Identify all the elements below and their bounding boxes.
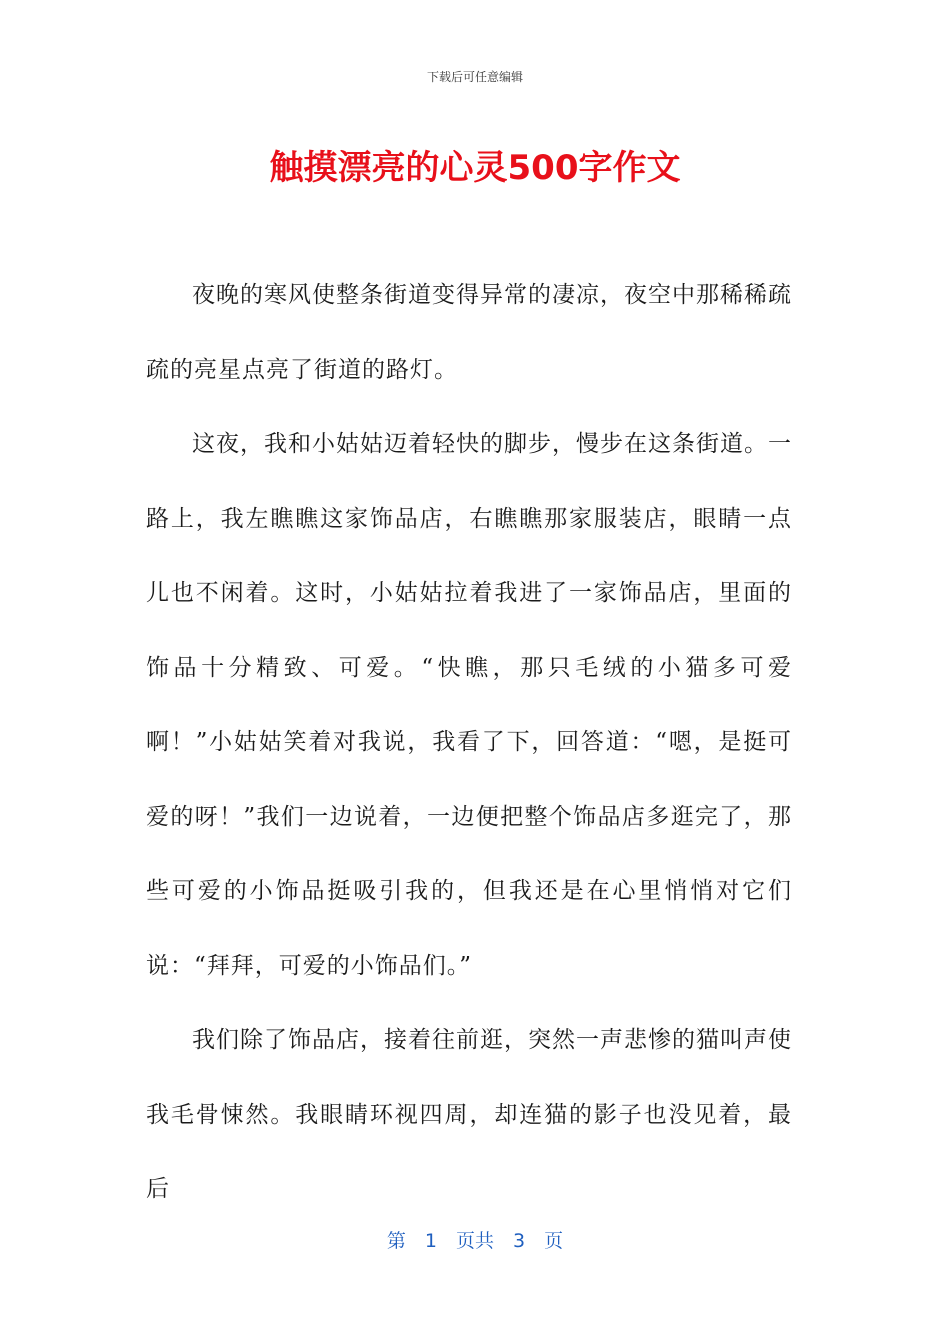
document-title: 触摸漂亮的心灵500字作文	[269, 148, 681, 188]
paragraph-3: 我们除了饰品店，接着往前逛，突然一声悲惨的猫叫声使我毛骨悚然。我眼睛环视四周，却连猫的影子也没见着，最后	[146, 1027, 792, 1202]
paragraph-1: 夜晚的寒风使整条街道变得异常的凄凉，夜空中那稀稀疏疏的亮星点亮了街道的路灯。	[146, 282, 792, 383]
paragraph-2: 这夜，我和小姑姑迈着轻快的脚步，慢步在这条街道。一路上，我左瞧瞧这家饰品店，右瞧瞧那家服装店，眼睛一点儿也不闲着。这时，小姑姑拉着我进了一家饰品店，里面的饰品十分精致、可爱。“快瞧，那只毛绒的小猫多可爱啊！”小姑姑笑着对我说，我看了下，回答道：“嗯，是挺可爱的呀！”我们一边说着，一边便把整个饰品店多逛完了，那些可爱的小饰品挺吸引我的，但我还是在心里悄悄对它们说：“拜拜，可爱的小饰品们。”	[146, 431, 792, 979]
document-body	[146, 258, 792, 1227]
header-note: 下载后可任意编辑	[426, 70, 523, 84]
page-number-footer: 第 1 页共 3 页	[386, 1230, 564, 1252]
